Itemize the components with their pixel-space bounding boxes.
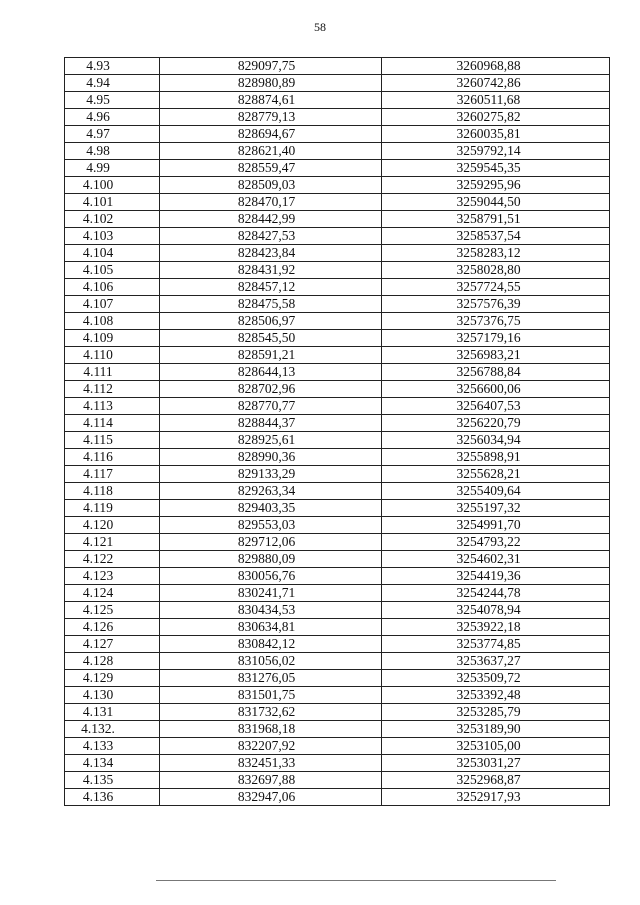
x-coordinate-cell: 832451,33 [160,755,382,772]
point-number-cell: 4.117 [65,466,160,483]
point-number-cell: 4.122 [65,551,160,568]
x-coordinate-cell: 830842,12 [160,636,382,653]
y-coordinate-cell: 3253105,00 [382,738,610,755]
table-row [65,449,610,466]
point-number-cell: 4.130 [65,687,160,704]
y-coordinate-cell: 3259295,96 [382,177,610,194]
table-row [65,228,610,245]
x-coordinate-cell: 832697,88 [160,772,382,789]
table-row [65,415,610,432]
y-coordinate-cell: 3260511,68 [382,92,610,109]
y-coordinate-cell: 3260742,86 [382,75,610,92]
point-number-cell: 4.116 [65,449,160,466]
x-coordinate-cell: 829263,34 [160,483,382,500]
table-row [65,704,610,721]
point-number-cell: 4.108 [65,313,160,330]
y-coordinate-cell: 3257179,16 [382,330,610,347]
coordinates-table-body [65,58,610,806]
table-row [65,636,610,653]
y-coordinate-cell: 3257724,55 [382,279,610,296]
y-coordinate-cell: 3253509,72 [382,670,610,687]
point-number-cell: 4.128 [65,653,160,670]
y-coordinate-cell: 3259792,14 [382,143,610,160]
table-row [65,143,610,160]
point-number-cell: 4.115 [65,432,160,449]
point-number-cell: 4.134 [65,755,160,772]
x-coordinate-cell: 829133,29 [160,466,382,483]
x-coordinate-cell: 831968,18 [160,721,382,738]
table-row [65,500,610,517]
x-coordinate-cell: 828475,58 [160,296,382,313]
x-coordinate-cell: 828506,97 [160,313,382,330]
coordinates-table-container [64,57,609,806]
y-coordinate-cell: 3258791,51 [382,211,610,228]
table-row [65,687,610,704]
table-row [65,211,610,228]
page-number: 58 [314,20,326,34]
y-coordinate-cell: 3255628,21 [382,466,610,483]
x-coordinate-cell: 828621,40 [160,143,382,160]
y-coordinate-cell: 3256220,79 [382,415,610,432]
table-row [65,619,610,636]
y-coordinate-cell: 3255409,64 [382,483,610,500]
y-coordinate-cell: 3256983,21 [382,347,610,364]
table-row [65,279,610,296]
point-number-cell: 4.105 [65,262,160,279]
point-number-cell: 4.106 [65,279,160,296]
y-coordinate-cell: 3260275,82 [382,109,610,126]
y-coordinate-cell: 3258283,12 [382,245,610,262]
x-coordinate-cell: 831276,05 [160,670,382,687]
x-coordinate-cell: 831732,62 [160,704,382,721]
table-row [65,602,610,619]
table-row [65,126,610,143]
y-coordinate-cell: 3256600,06 [382,381,610,398]
x-coordinate-cell: 828591,21 [160,347,382,364]
point-number-cell: 4.100 [65,177,160,194]
y-coordinate-cell: 3253637,27 [382,653,610,670]
x-coordinate-cell: 828694,67 [160,126,382,143]
coordinates-table [64,57,610,806]
table-row [65,177,610,194]
y-coordinate-cell: 3259044,50 [382,194,610,211]
y-coordinate-cell: 3255197,32 [382,500,610,517]
table-row [65,296,610,313]
table-row [65,398,610,415]
point-number-cell: 4.126 [65,619,160,636]
point-number-cell: 4.132. [65,721,160,738]
point-number-cell: 4.119 [65,500,160,517]
table-row [65,109,610,126]
y-coordinate-cell: 3252917,93 [382,789,610,806]
table-row [65,721,610,738]
x-coordinate-cell: 829097,75 [160,58,382,75]
y-coordinate-cell: 3260968,88 [382,58,610,75]
point-number-cell: 4.121 [65,534,160,551]
point-number-cell: 4.136 [65,789,160,806]
x-coordinate-cell: 828980,89 [160,75,382,92]
table-row [65,262,610,279]
table-row [65,347,610,364]
point-number-cell: 4.97 [65,126,160,143]
footer-rule [156,880,556,881]
y-coordinate-cell: 3254991,70 [382,517,610,534]
x-coordinate-cell: 828427,53 [160,228,382,245]
x-coordinate-cell: 828644,13 [160,364,382,381]
table-row [65,483,610,500]
table-row [65,364,610,381]
x-coordinate-cell: 828874,61 [160,92,382,109]
point-number-cell: 4.114 [65,415,160,432]
point-number-cell: 4.104 [65,245,160,262]
table-row [65,245,610,262]
x-coordinate-cell: 830634,81 [160,619,382,636]
x-coordinate-cell: 828457,12 [160,279,382,296]
point-number-cell: 4.118 [65,483,160,500]
y-coordinate-cell: 3254419,36 [382,568,610,585]
y-coordinate-cell: 3256034,94 [382,432,610,449]
point-number-cell: 4.129 [65,670,160,687]
y-coordinate-cell: 3255898,91 [382,449,610,466]
x-coordinate-cell: 829553,03 [160,517,382,534]
point-number-cell: 4.127 [65,636,160,653]
point-number-cell: 4.112 [65,381,160,398]
y-coordinate-cell: 3257376,75 [382,313,610,330]
point-number-cell: 4.123 [65,568,160,585]
y-coordinate-cell: 3253031,27 [382,755,610,772]
table-row [65,466,610,483]
table-row [65,534,610,551]
x-coordinate-cell: 828990,36 [160,449,382,466]
y-coordinate-cell: 3259545,35 [382,160,610,177]
point-number-cell: 4.101 [65,194,160,211]
table-row [65,194,610,211]
x-coordinate-cell: 830434,53 [160,602,382,619]
table-row [65,75,610,92]
x-coordinate-cell: 828770,77 [160,398,382,415]
y-coordinate-cell: 3257576,39 [382,296,610,313]
table-row [65,738,610,755]
point-number-cell: 4.125 [65,602,160,619]
point-number-cell: 4.102 [65,211,160,228]
x-coordinate-cell: 828431,92 [160,262,382,279]
x-coordinate-cell: 828509,03 [160,177,382,194]
x-coordinate-cell: 831056,02 [160,653,382,670]
x-coordinate-cell: 828702,96 [160,381,382,398]
point-number-cell: 4.111 [65,364,160,381]
x-coordinate-cell: 828925,61 [160,432,382,449]
x-coordinate-cell: 829403,35 [160,500,382,517]
table-row [65,653,610,670]
table-row [65,517,610,534]
table-row [65,551,610,568]
point-number-cell: 4.110 [65,347,160,364]
table-row [65,92,610,109]
y-coordinate-cell: 3254078,94 [382,602,610,619]
y-coordinate-cell: 3256407,53 [382,398,610,415]
point-number-cell: 4.93 [65,58,160,75]
x-coordinate-cell: 832207,92 [160,738,382,755]
point-number-cell: 4.113 [65,398,160,415]
table-row [65,160,610,177]
x-coordinate-cell: 828779,13 [160,109,382,126]
point-number-cell: 4.99 [65,160,160,177]
y-coordinate-cell: 3256788,84 [382,364,610,381]
table-row [65,568,610,585]
y-coordinate-cell: 3254602,31 [382,551,610,568]
table-row [65,789,610,806]
x-coordinate-cell: 829880,09 [160,551,382,568]
table-row [65,313,610,330]
y-coordinate-cell: 3253392,48 [382,687,610,704]
point-number-cell: 4.94 [65,75,160,92]
point-number-cell: 4.98 [65,143,160,160]
x-coordinate-cell: 828844,37 [160,415,382,432]
y-coordinate-cell: 3258537,54 [382,228,610,245]
x-coordinate-cell: 828470,17 [160,194,382,211]
x-coordinate-cell: 829712,06 [160,534,382,551]
x-coordinate-cell: 828559,47 [160,160,382,177]
point-number-cell: 4.135 [65,772,160,789]
point-number-cell: 4.133 [65,738,160,755]
y-coordinate-cell: 3258028,80 [382,262,610,279]
point-number-cell: 4.131 [65,704,160,721]
point-number-cell: 4.107 [65,296,160,313]
y-coordinate-cell: 3253189,90 [382,721,610,738]
table-row [65,330,610,347]
point-number-cell: 4.109 [65,330,160,347]
point-number-cell: 4.124 [65,585,160,602]
x-coordinate-cell: 832947,06 [160,789,382,806]
table-row [65,755,610,772]
point-number-cell: 4.95 [65,92,160,109]
table-row [65,381,610,398]
x-coordinate-cell: 828545,50 [160,330,382,347]
x-coordinate-cell: 828423,84 [160,245,382,262]
y-coordinate-cell: 3254793,22 [382,534,610,551]
y-coordinate-cell: 3252968,87 [382,772,610,789]
point-number-cell: 4.103 [65,228,160,245]
x-coordinate-cell: 828442,99 [160,211,382,228]
table-row [65,670,610,687]
point-number-cell: 4.120 [65,517,160,534]
point-number-cell: 4.96 [65,109,160,126]
table-row [65,772,610,789]
y-coordinate-cell: 3253774,85 [382,636,610,653]
table-row [65,58,610,75]
y-coordinate-cell: 3253285,79 [382,704,610,721]
table-row [65,585,610,602]
table-row [65,432,610,449]
y-coordinate-cell: 3260035,81 [382,126,610,143]
x-coordinate-cell: 831501,75 [160,687,382,704]
x-coordinate-cell: 830056,76 [160,568,382,585]
y-coordinate-cell: 3253922,18 [382,619,610,636]
x-coordinate-cell: 830241,71 [160,585,382,602]
y-coordinate-cell: 3254244,78 [382,585,610,602]
